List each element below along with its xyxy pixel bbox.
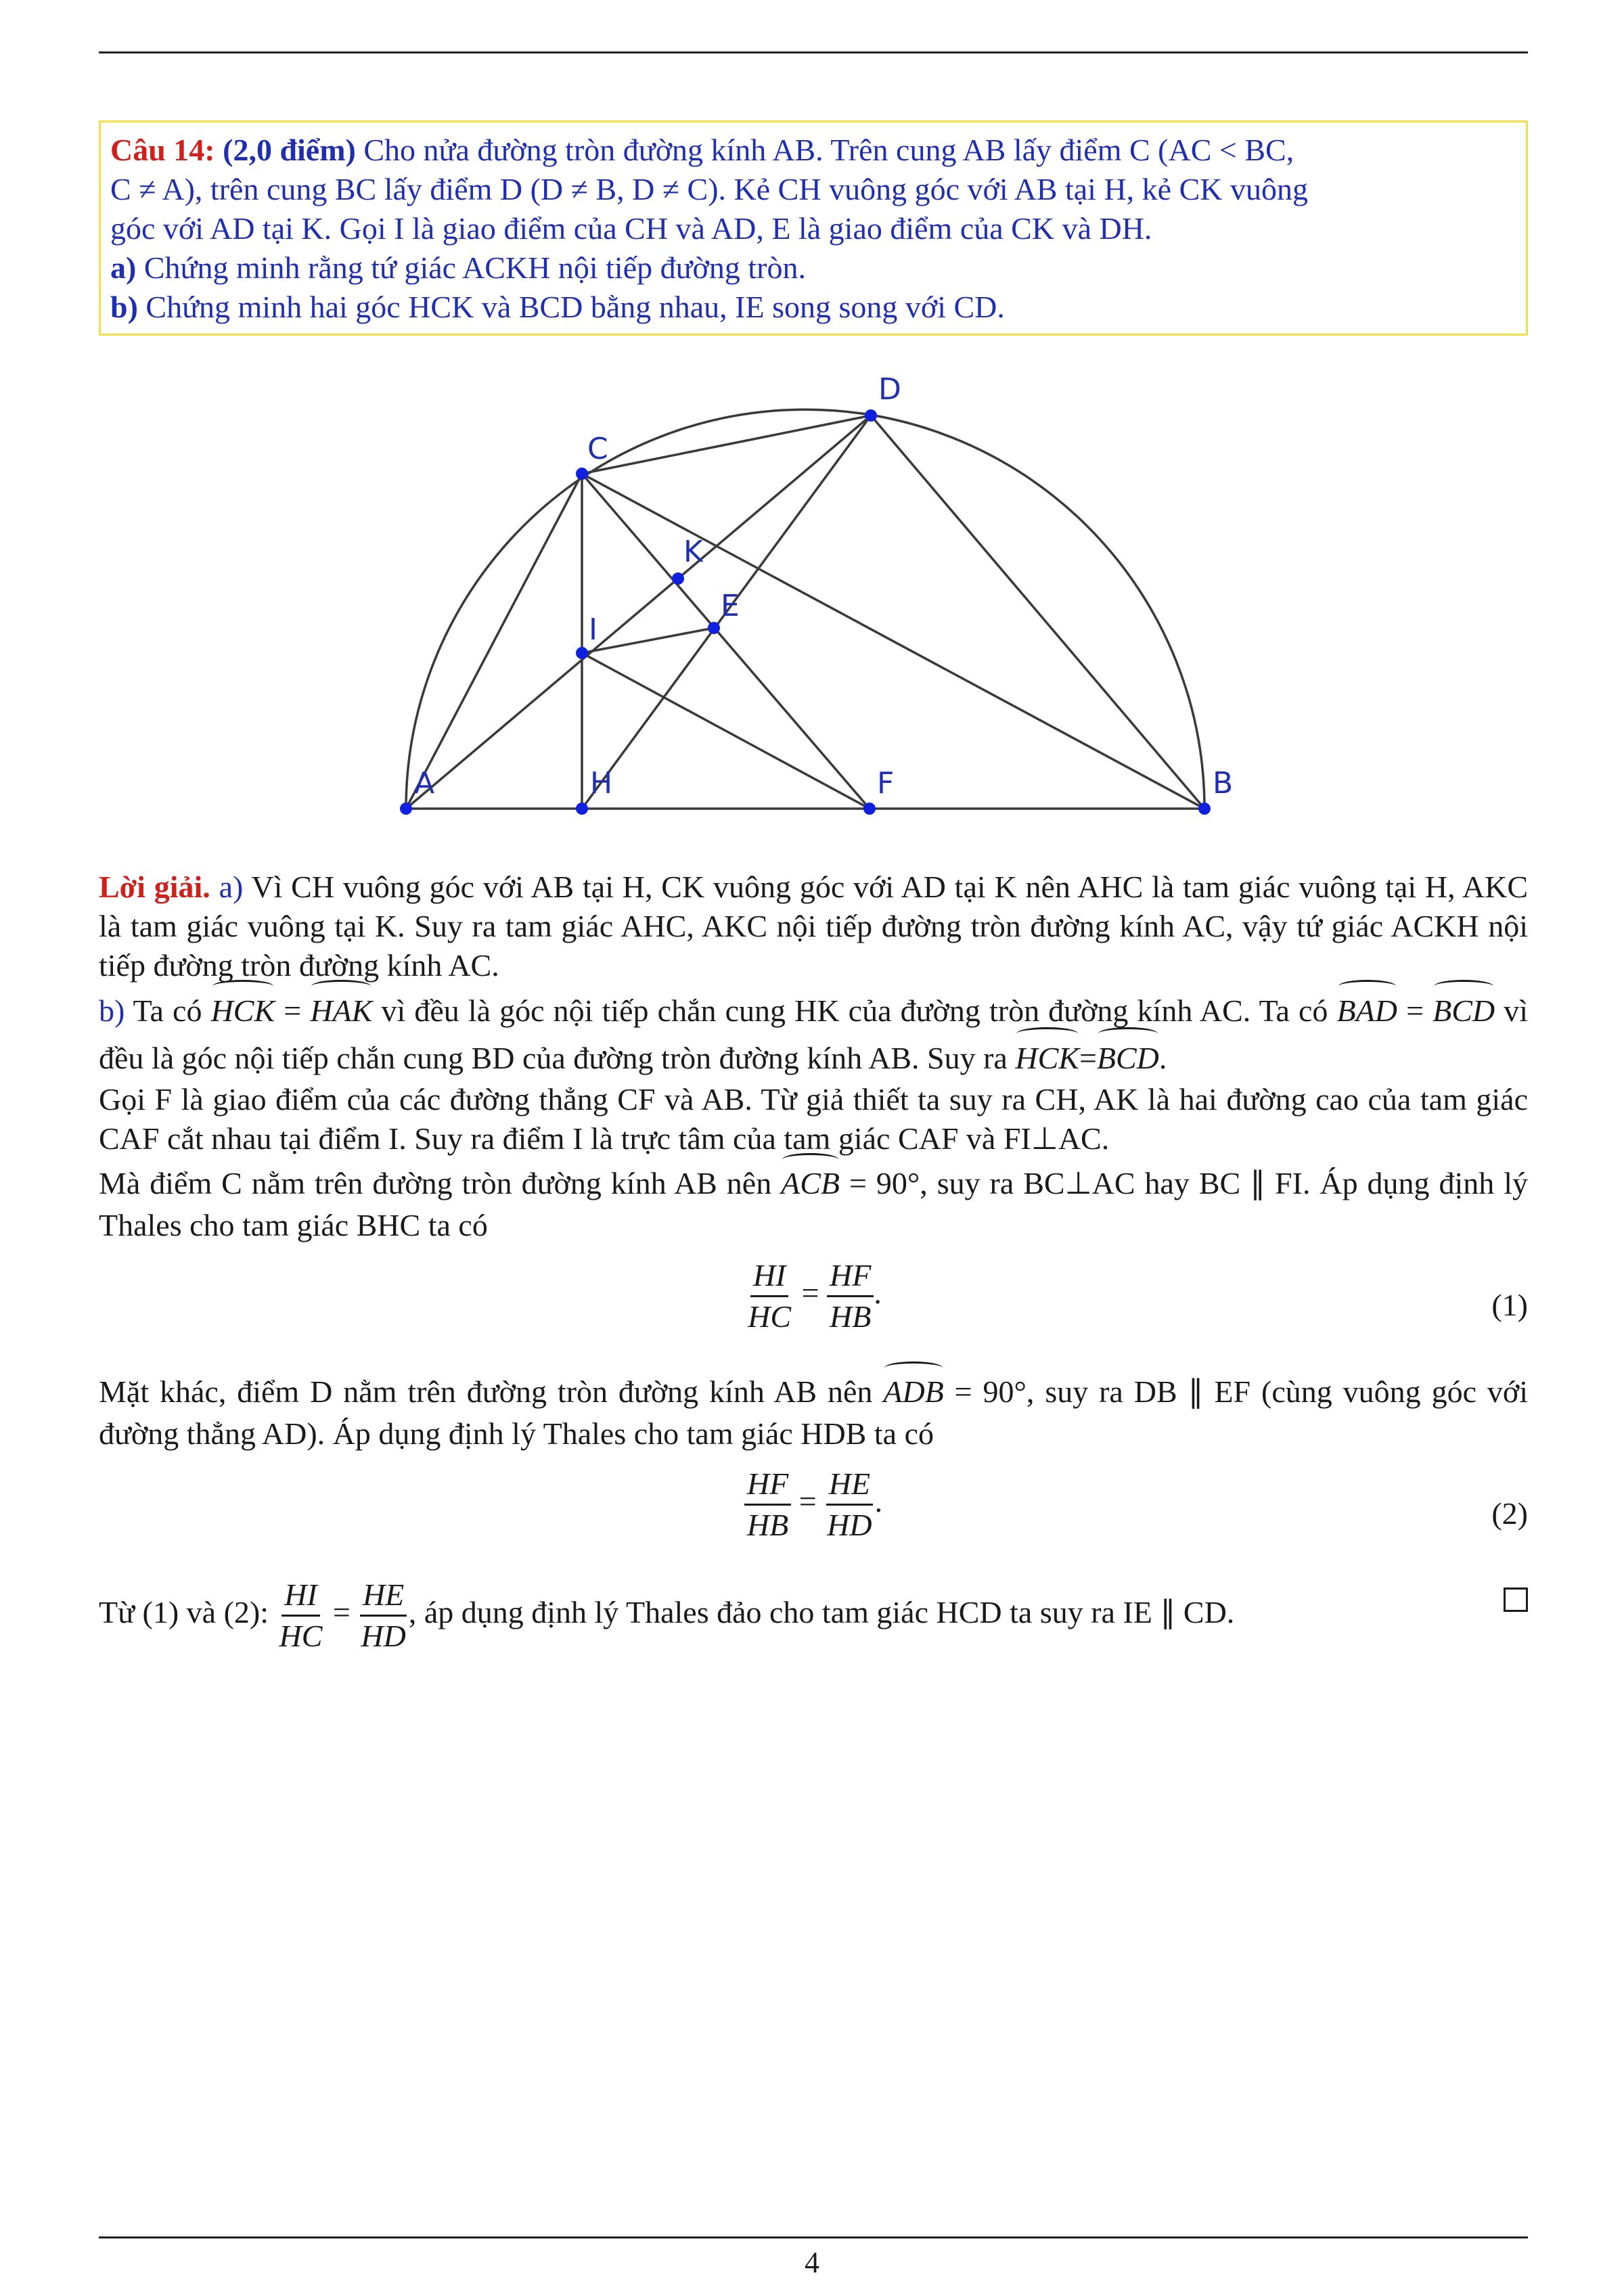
eq-op: = bbox=[798, 1484, 817, 1519]
frac-he-hd bbox=[824, 1464, 874, 1545]
solution-part-a bbox=[99, 868, 1528, 985]
point-k bbox=[672, 572, 684, 585]
segment-db bbox=[871, 415, 1204, 809]
frac-den: HD bbox=[361, 1619, 406, 1653]
solution-p5 bbox=[99, 1367, 1528, 1455]
point-c bbox=[576, 468, 588, 480]
problem-box bbox=[99, 120, 1528, 336]
frac-hf-hb bbox=[827, 1256, 874, 1336]
figure-lines bbox=[406, 409, 1204, 809]
b-eq3: = bbox=[1079, 1041, 1097, 1075]
arc-adb: ADB bbox=[883, 1367, 943, 1413]
frac-num: HI bbox=[281, 1575, 320, 1617]
frac-den: HC bbox=[279, 1619, 323, 1653]
p6-pre: Từ (1) và (2): bbox=[99, 1595, 269, 1630]
solution-a-text: Vì CH vuông góc với AB tại H, CK vuông góc với AD tại K nên AHC là tam giác vuông tại H, AKC là tam giác vuông tại K. Suy ra tam giác AHC, AKC nội tiếp đường tròn đường kính AC, vậy tứ giác ACKH nội tiếp đường tròn đường kính AC. bbox=[99, 870, 1529, 983]
frac-den: HD bbox=[827, 1508, 872, 1542]
geometry-figure bbox=[379, 365, 1245, 826]
solution-p3: Gọi F là giao điểm của các đường thẳng CF và AB. Từ giả thiết ta suy ra CH, AK là hai đường cao của tam giác CAF cắt nhau tại điểm I. Suy ra điểm I là trực tâm của tam giác CAF và FI⊥AC. bbox=[99, 1082, 1528, 1156]
p5-pre: Mặt khác, điểm D nằm trên đường tròn đường kính AB nên bbox=[99, 1374, 873, 1409]
p6-post: , áp dụng định lý Thales đảo cho tam giác HCD ta suy ra IE ∥ CD. bbox=[408, 1595, 1235, 1630]
frac-den: HB bbox=[746, 1508, 789, 1542]
part-a-label: a) bbox=[110, 250, 137, 285]
point-a bbox=[400, 803, 412, 815]
segment-cf bbox=[582, 474, 870, 809]
label-i: I bbox=[589, 612, 597, 647]
page-number: 4 bbox=[805, 2246, 819, 2279]
problem-line-2: C ≠ A), trên cung BC lấy điểm D (D ≠ B, D ≠ C). Kẻ CH vuông góc với AB tại H, kẻ CK vuông bbox=[110, 172, 1308, 206]
p4-post: = 90°, suy ra BC⊥AC hay BC ∥ FI. Áp dụng định lý Thales cho tam giác BHC ta có bbox=[99, 1166, 1528, 1242]
frac-hi-hc-inline bbox=[277, 1575, 325, 1656]
footer-rule bbox=[99, 2236, 1528, 2238]
arc-bad: BAD bbox=[1337, 985, 1397, 1033]
problem-line-3: góc với AD tại K. Gọi I là giao điểm của CH và AD, E là giao điểm của CK và DH. bbox=[110, 211, 1152, 246]
eq-op: = bbox=[332, 1595, 351, 1630]
problem-part-b bbox=[110, 288, 1516, 327]
figure-labels bbox=[414, 372, 1233, 801]
eq-end: . bbox=[874, 1276, 882, 1311]
label-e: E bbox=[721, 589, 740, 623]
eq-op: = bbox=[801, 1276, 819, 1311]
label-d: D bbox=[878, 372, 901, 407]
part-b-label: b) bbox=[110, 290, 138, 324]
solution-a-label: a) bbox=[219, 870, 244, 904]
segment-if bbox=[582, 653, 870, 809]
segment-cd bbox=[582, 415, 871, 474]
point-h bbox=[576, 803, 588, 815]
eq-end: . bbox=[874, 1484, 883, 1519]
frac-num: HF bbox=[744, 1464, 791, 1506]
frac-num: HE bbox=[826, 1464, 873, 1506]
p5-post: = 90°, suy ra DB ∥ EF (cùng vuông góc với đường thẳng AD). Áp dụng định lý Thales cho tam giác HDB ta có bbox=[99, 1374, 1529, 1451]
frac-den: HB bbox=[830, 1299, 872, 1334]
point-i bbox=[576, 647, 588, 659]
equation-1 bbox=[99, 1256, 1528, 1357]
equation-2 bbox=[99, 1464, 1528, 1566]
p4-pre: Mà điểm C nằm trên đường tròn đường kính AB nên bbox=[99, 1166, 772, 1200]
b-eq1: = bbox=[284, 993, 302, 1028]
segment-ad bbox=[406, 415, 871, 809]
label-k: K bbox=[683, 535, 703, 569]
equation-2-body bbox=[99, 1464, 1528, 1545]
frac-num: HI bbox=[750, 1256, 789, 1297]
solution-p6 bbox=[99, 1575, 1528, 1656]
point-e bbox=[708, 622, 720, 634]
solution-part-b bbox=[99, 985, 1528, 1080]
label-c: C bbox=[587, 432, 608, 466]
arc-bcd-2: BCD bbox=[1097, 1033, 1159, 1080]
solution-p4 bbox=[99, 1158, 1528, 1246]
point-f bbox=[863, 803, 876, 815]
solution-block bbox=[99, 868, 1528, 1656]
qed-square-icon bbox=[1504, 1588, 1528, 1612]
arc-hak: HAK bbox=[310, 985, 372, 1033]
problem-text-1: Cho nửa đường tròn đường kính AB. Trên cung AB lấy điểm C (AC < BC, bbox=[363, 133, 1294, 167]
b-eq2: = bbox=[1406, 993, 1424, 1028]
problem-points: (2,0 điểm) bbox=[223, 133, 356, 167]
equation-1-tag: (1) bbox=[1491, 1288, 1528, 1322]
label-b: B bbox=[1213, 766, 1234, 801]
frac-he-hd-inline bbox=[358, 1575, 408, 1656]
b-text2-pre: Ta có bbox=[1259, 993, 1328, 1028]
b-text1-post: vì đều là góc nội tiếp chắn cung HK của đường tròn đường kính AC. bbox=[381, 993, 1251, 1028]
segment-ac bbox=[406, 474, 582, 809]
arc-bcd: BCD bbox=[1433, 985, 1495, 1033]
point-d bbox=[865, 409, 877, 422]
problem-label: Câu 14: bbox=[110, 133, 215, 167]
point-b bbox=[1198, 803, 1211, 815]
frac-den: HC bbox=[748, 1299, 792, 1334]
header-rule bbox=[99, 51, 1528, 53]
frac-num: HE bbox=[360, 1575, 407, 1617]
part-a-text: Chứng minh rằng tứ giác ACKH nội tiếp đường tròn. bbox=[143, 250, 806, 285]
geometry-svg bbox=[379, 365, 1245, 826]
problem-line-1 bbox=[110, 131, 1516, 170]
semicircle-arc bbox=[406, 409, 1204, 809]
equation-2-tag: (2) bbox=[1491, 1496, 1528, 1531]
solution-b-label: b) bbox=[99, 993, 125, 1028]
equation-1-body bbox=[99, 1256, 1528, 1336]
segment-cb bbox=[582, 474, 1204, 809]
segment-ie bbox=[582, 628, 714, 653]
label-f: F bbox=[877, 766, 895, 801]
arc-hck: HCK bbox=[211, 985, 275, 1033]
frac-num: HF bbox=[827, 1256, 874, 1297]
b-text2-post: vì đều là góc nội tiếp chắn cung BD của đường tròn đường kính AB. Suy ra bbox=[99, 993, 1529, 1075]
b-text1-pre: Ta có bbox=[133, 993, 202, 1028]
part-b-text: Chứng minh hai góc HCK và BCD bằng nhau, IE song song với CD. bbox=[145, 290, 1005, 324]
label-h: H bbox=[590, 766, 613, 801]
b-text2-end: . bbox=[1158, 1041, 1167, 1075]
solution-heading: Lời giải. bbox=[99, 870, 210, 904]
problem-part-a bbox=[110, 248, 1516, 288]
arc-acb: ACB bbox=[781, 1158, 840, 1205]
label-a: A bbox=[414, 766, 435, 801]
arc-hck-2: HCK bbox=[1015, 1033, 1079, 1080]
frac-hi-hc bbox=[745, 1256, 794, 1336]
frac-hf-hb bbox=[744, 1464, 791, 1545]
